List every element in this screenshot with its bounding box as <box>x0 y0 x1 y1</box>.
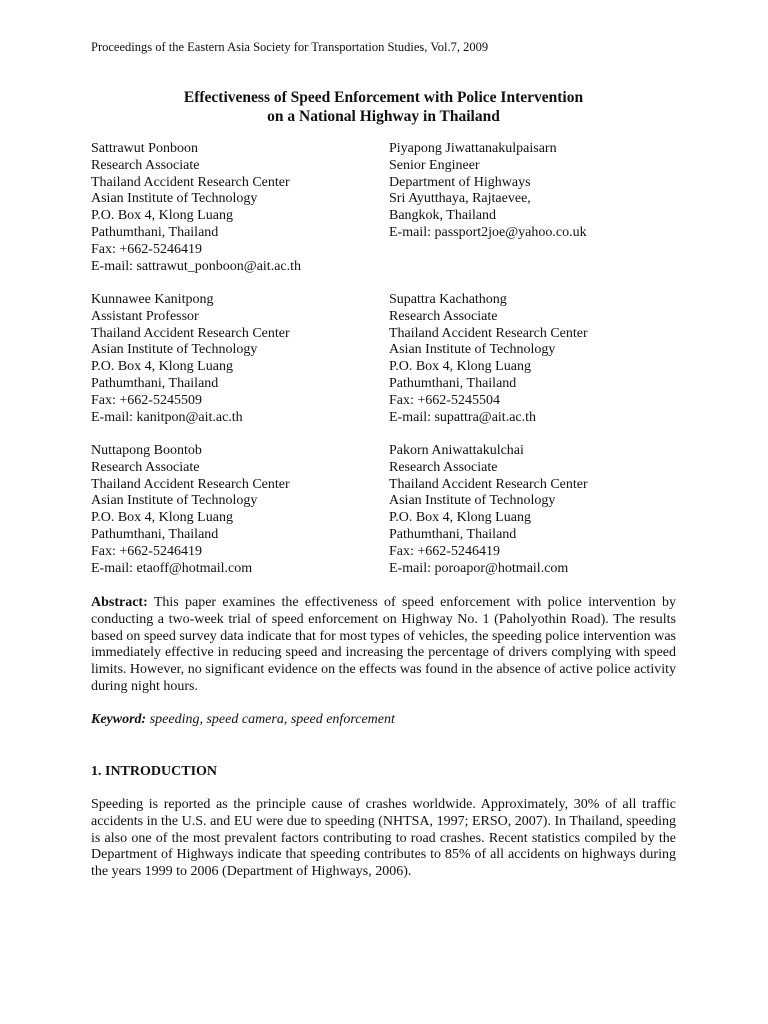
paper-title <box>91 88 676 126</box>
author-line: Sri Ayutthaya, Rajtaevee, <box>389 191 531 207</box>
section-heading-introduction: 1. INTRODUCTION <box>91 764 218 779</box>
author-line: Fax: +662-5246419 <box>91 543 202 559</box>
author-line: Pathumthani, Thailand <box>389 526 517 542</box>
author-email: E-mail: sattrawut_ponboon@ait.ac.th <box>91 258 302 274</box>
abstract-text: This paper examines the effectiveness of speed enforcement with police intervention by conducting a two-week trial of speed enforcement on Highway No. 1 (Paholyothin Road). The results based on speed survey data indicate that for most types of vehicles, the speeding police intervention was immediately effective in reducing speed and increasing the percentage of drivers complying with speed limits. However, no significant evidence on the effects was found in the absence of active police activity during night hours. <box>91 595 677 694</box>
author-line: Department of Highways <box>389 174 531 190</box>
author-line: P.O. Box 4, Klong Luang <box>91 510 233 526</box>
author-entry <box>91 443 290 577</box>
author-line: P.O. Box 4, Klong Luang <box>91 359 233 375</box>
abstract-paragraph <box>91 595 676 696</box>
author-line: Research Associate <box>389 308 498 324</box>
author-line: P.O. Box 4, Klong Luang <box>389 510 531 526</box>
author-line: Fax: +662-5246419 <box>389 543 500 559</box>
author-line: Fax: +662-5245509 <box>91 392 202 408</box>
author-line: Assistant Professor <box>91 308 199 324</box>
author-line: Bangkok, Thailand <box>389 208 497 224</box>
author-line: Asian Institute of Technology <box>389 493 556 509</box>
author-line: Fax: +662-5245504 <box>389 392 500 408</box>
author-name: Nuttapong Boontob <box>91 443 202 458</box>
author-email: E-mail: poroapor@hotmail.com <box>389 560 569 576</box>
author-line: Asian Institute of Technology <box>389 342 556 358</box>
author-entry <box>91 141 301 275</box>
author-line: Pathumthani, Thailand <box>389 375 517 391</box>
author-line: Fax: +662-5246419 <box>91 241 202 257</box>
author-line: Thailand Accident Research Center <box>91 325 290 341</box>
author-line: P.O. Box 4, Klong Luang <box>389 359 531 375</box>
author-entry <box>389 443 588 577</box>
author-name: Sattrawut Ponboon <box>91 141 198 156</box>
author-line: Pathumthani, Thailand <box>91 224 219 240</box>
author-line: Research Associate <box>389 459 498 475</box>
author-line: Thailand Accident Research Center <box>91 174 290 190</box>
author-line: Research Associate <box>91 157 200 173</box>
author-name: Supattra Kachathong <box>389 292 507 307</box>
introduction-paragraph: Speeding is reported as the principle cause of crashes worldwide. Approximately, 30% of all traffic accidents in the U.S. and EU were due to speeding (NHTSA, 1997; ERSO, 2007). In Thailand, speeding is also one of the most prevalent factors contributing to road crashes. Recent statistics compiled by the Department of Highways indicate that speeding contributes to 85% of all accidents on highways during the years 1999 to 2006 (Department of Highways, 2006). <box>91 797 676 880</box>
keyword-text: speeding, speed camera, speed enforcement <box>149 712 395 727</box>
author-entry <box>389 141 587 242</box>
title-line-1: Effectiveness of Speed Enforcement with Police Intervention <box>183 89 584 106</box>
abstract-label: Abstract: <box>91 595 148 610</box>
author-email: E-mail: etaoff@hotmail.com <box>91 560 253 576</box>
author-line: Senior Engineer <box>389 157 480 173</box>
author-line: Thailand Accident Research Center <box>389 476 588 492</box>
running-header: Proceedings of the Eastern Asia Society for Transportation Studies, Vol.7, 2009 <box>91 40 489 54</box>
author-name: Kunnawee Kanitpong <box>91 292 214 307</box>
author-name: Piyapong Jiwattanakulpaisarn <box>389 141 557 156</box>
keyword-line <box>91 712 676 729</box>
author-line: P.O. Box 4, Klong Luang <box>91 208 233 224</box>
keyword-label: Keyword: <box>91 712 147 727</box>
author-line: Pathumthani, Thailand <box>91 526 219 542</box>
author-line: Research Associate <box>91 459 200 475</box>
author-name: Pakorn Aniwattakulchai <box>389 443 524 458</box>
author-email: E-mail: passport2joe@yahoo.co.uk <box>389 224 587 240</box>
author-entry <box>389 292 588 426</box>
title-line-2: on a National Highway in Thailand <box>267 108 500 125</box>
author-line: Pathumthani, Thailand <box>91 375 219 391</box>
author-line: Asian Institute of Technology <box>91 342 258 358</box>
author-line: Asian Institute of Technology <box>91 493 258 509</box>
author-line: Thailand Accident Research Center <box>389 325 588 341</box>
author-email: E-mail: kanitpon@ait.ac.th <box>91 409 243 425</box>
author-entry <box>91 292 290 426</box>
author-line: Asian Institute of Technology <box>91 191 258 207</box>
author-email: E-mail: supattra@ait.ac.th <box>389 409 537 425</box>
author-line: Thailand Accident Research Center <box>91 476 290 492</box>
